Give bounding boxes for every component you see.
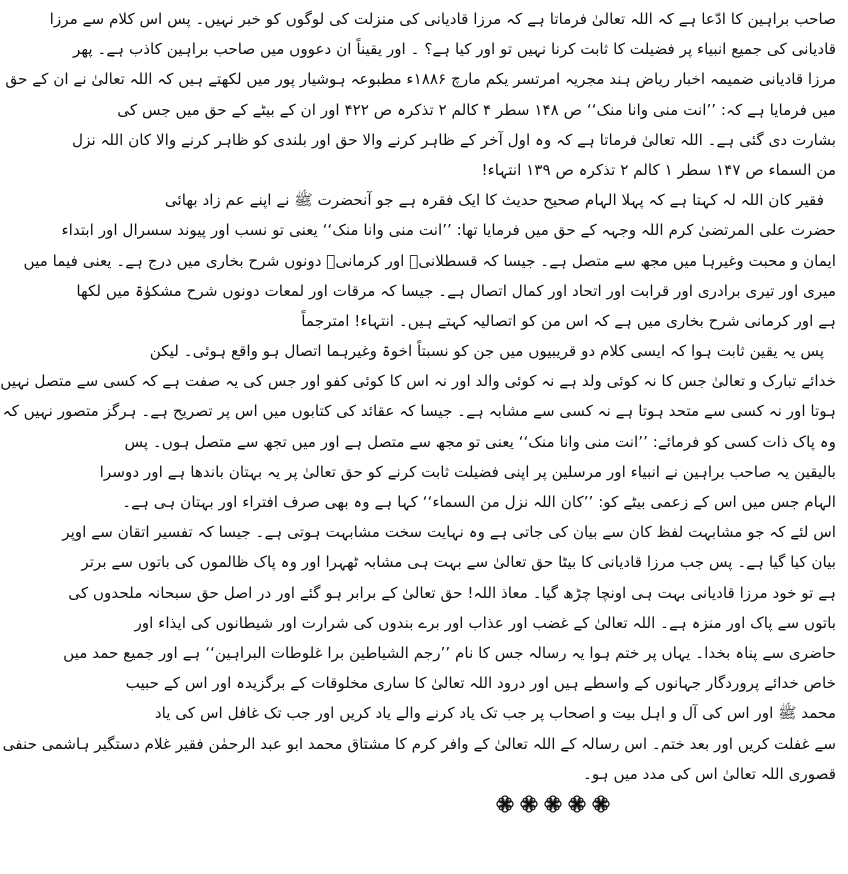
flower-ornament-icon: [544, 795, 562, 813]
text-line: سے غفلت کریں اور بعد ختم۔ اس رسالہ کے اللہ تعالیٰ کے وافر کرم کا مشتاق محمد ابو عبد الرحمٰن فقیر غلام دستگیر ہاشمی حنفی: [2, 734, 836, 753]
ornament-divider: [270, 795, 836, 817]
text-line: فقیر کان اللہ لہ کہتا ہے کہ پہلا الہام صحیح حدیث کا ایک فقرہ ہے جو آنحضرت ﷺ نے اپنے عم زاد بھائی: [164, 191, 824, 210]
text-line: باتوں سے پاک اور منزہ ہے۔ اللہ تعالیٰ کے غضب اور عذاب اور برے بندوں کی شرارت اور شیطانوں کی ایذاء اور: [134, 613, 836, 632]
text-line: پس یہ یقین ثابت ہوا کہ ایسی کلام دو قریبیوں میں جن کو نسبتاً اخوۃ وغیرہما اتصال ہو واقع ہوئی۔ لیکن: [149, 342, 824, 361]
text-line: مرزا قادیانی ضمیمہ اخبار ریاض ہند مجریہ امرتسر یکم مارچ ۱۸۸۶ء مطبوعہ ہوشیار پور میں لکھتے ہیں کہ اللہ تعالیٰ نے ان کے حق: [5, 70, 836, 89]
text-line: میری اور تیری برادری اور قرابت اور اتحاد اور کمال اتصال ہے۔ جیسا کہ مرقات اور لمعات دونوں شرح مشکوٰۃ میں لکھا: [76, 281, 836, 300]
text-line: قصوری اللہ تعالیٰ اس کی مدد میں ہو۔: [583, 764, 836, 783]
text-line: وہ پاک ذات کسی کو فرمائے: ’’انت منی وانا منک‘‘ یعنی تو مجھ سے متصل ہے اور میں تجھ سے متصل ہوں۔ پس: [124, 432, 836, 451]
flower-ornament-icon: [520, 795, 538, 813]
text-line: ہوتا اور نہ کسی سے متحد ہوتا ہے نہ کسی سے مشابہ ہے۔ جیسا کہ عقائد کی کتابوں میں اس پر تصریح ہے۔ ہرگز متصور نہیں کہ: [2, 402, 836, 421]
flower-ornament-icon: [568, 795, 586, 813]
text-line: من السماء ص ۱۴۷ سطر ۱ کالم ۲ تذکرہ ص ۱۳۹ انتہاء!: [481, 160, 836, 179]
text-line: ہے تو خود مرزا قادیانی بہت ہی اونچا چڑھ گیا۔ معاذ اللہ! حق تعالیٰ کے برابر ہو گئے اور در اصل حق سبحانہ ملحدوں کی: [68, 583, 836, 602]
paragraph-2: [23, 185, 836, 336]
text-line: حاضری سے پناہ بخدا۔ یہاں پر ختم ہوا یہ رسالہ جس کا نام ’’رجم الشیاطین برا غلوطات البراہین‘‘ ہے اور جمیع حمد میں: [63, 643, 836, 662]
text-line: بیان کیا گیا ہے۔ پس جب مرزا قادیانی کا بیٹا حق تعالیٰ سے بہت ہی مشابہ ٹھہرا اور وہ پاک ظالموں کی باتوں سے برتر: [81, 553, 836, 572]
text-line: بشارت دی گئی ہے۔ اللہ تعالیٰ فرماتا ہے کہ وہ اول آخر کے ظاہر کرنے والا حق اور بلندی کو ظاہر کرنے والا کان اللہ نزل: [72, 130, 836, 149]
text-line: خدائے تبارک و تعالیٰ جس کا نہ کوئی ولد ہے نہ کوئی والد اور نہ اس کا کوئی کفو اور جس کی یہ صفت ہے کہ کسی سے متصل نہیں: [0, 372, 836, 391]
text-line: حضرت علی المرتضیٰ کرم اللہ وجہہ کے حق میں فرمایا تھا: ’’انت منی وانا منک‘‘ یعنی تو نسب اور پیوند سسرال اور ابتداء: [61, 221, 836, 240]
text-line: خاص خدائے پروردگار جہانوں کے واسطے ہیں اور درود اللہ تعالیٰ کا ساری مخلوقات کے برگزیدہ اور اس کے حبیب: [125, 674, 836, 693]
text-line: الہام جس میں اس کے زعمی بیٹے کو: ’’کان اللہ نزل من السماء‘‘ کہا ہے وہ بھی صرف افتراء اور بہتان ہی ہے۔: [122, 493, 836, 511]
flower-ornament-icon: [496, 795, 514, 813]
text-line: اس لئے کہ جو مشابہت لفظ کان سے بیان کی جاتی ہے وہ نہایت سخت مشابہت ہوتی ہے۔ جیسا کہ تفسیر اتقان سے اوپر: [62, 523, 836, 542]
text-line: میں فرمایا ہے کہ: ’’انت منی وانا منک‘‘ ص ۱۴۸ سطر ۴ کالم ۲ تذکرہ ص ۴۲۲ اور ان کے بیٹے کے حق میں جس کی: [117, 100, 836, 119]
text-line: قادیانی کی جمیع انبیاء پر فضیلت کا ثابت کرنا نہیں تو اور کیا ہے؟ ۔ اور یقیناً ان دعووں میں صاحب براہین کاذب ہے۔ پھر: [73, 40, 836, 59]
paragraph-3: [0, 336, 836, 789]
text-line: ایمان و محبت وغیرہا میں مجھ سے متصل ہے۔ جیسا کہ قسطلانیؒ اور کرمانیؒ دونوں شرح بخاری میں درج ہے۔ یعنی فیما میں: [23, 251, 836, 270]
text-line: ہے اور کرمانی شرح بخاری میں ہے کہ اس من کو اتصالیہ کہتے ہیں۔ انتہاء! امترجماً: [301, 311, 836, 330]
text-line: محمد ﷺ اور اس کی آل و اہل بیت و اصحاب پر جب تک یاد کرنے والے یاد کریں اور جب تک غافل اس کی یاد: [154, 704, 836, 723]
paragraph-1: [5, 4, 836, 185]
text-line: صاحب براہین کا ادّعا ہے کہ اللہ تعالیٰ فرماتا ہے کہ مرزا قادیانی کی منزلت کی لوگوں کو خبر نہیں۔ پس اس کلام سے مرزا: [49, 10, 836, 28]
flower-ornament-icon: [592, 795, 610, 813]
text-line: بالیقین یہ صاحب براہین نے انبیاء اور مرسلین پر اپنی فضیلت ثابت کرنے کو حق تعالیٰ پر یہ بہتان باندھا ہے اور دوسرا: [99, 462, 836, 481]
